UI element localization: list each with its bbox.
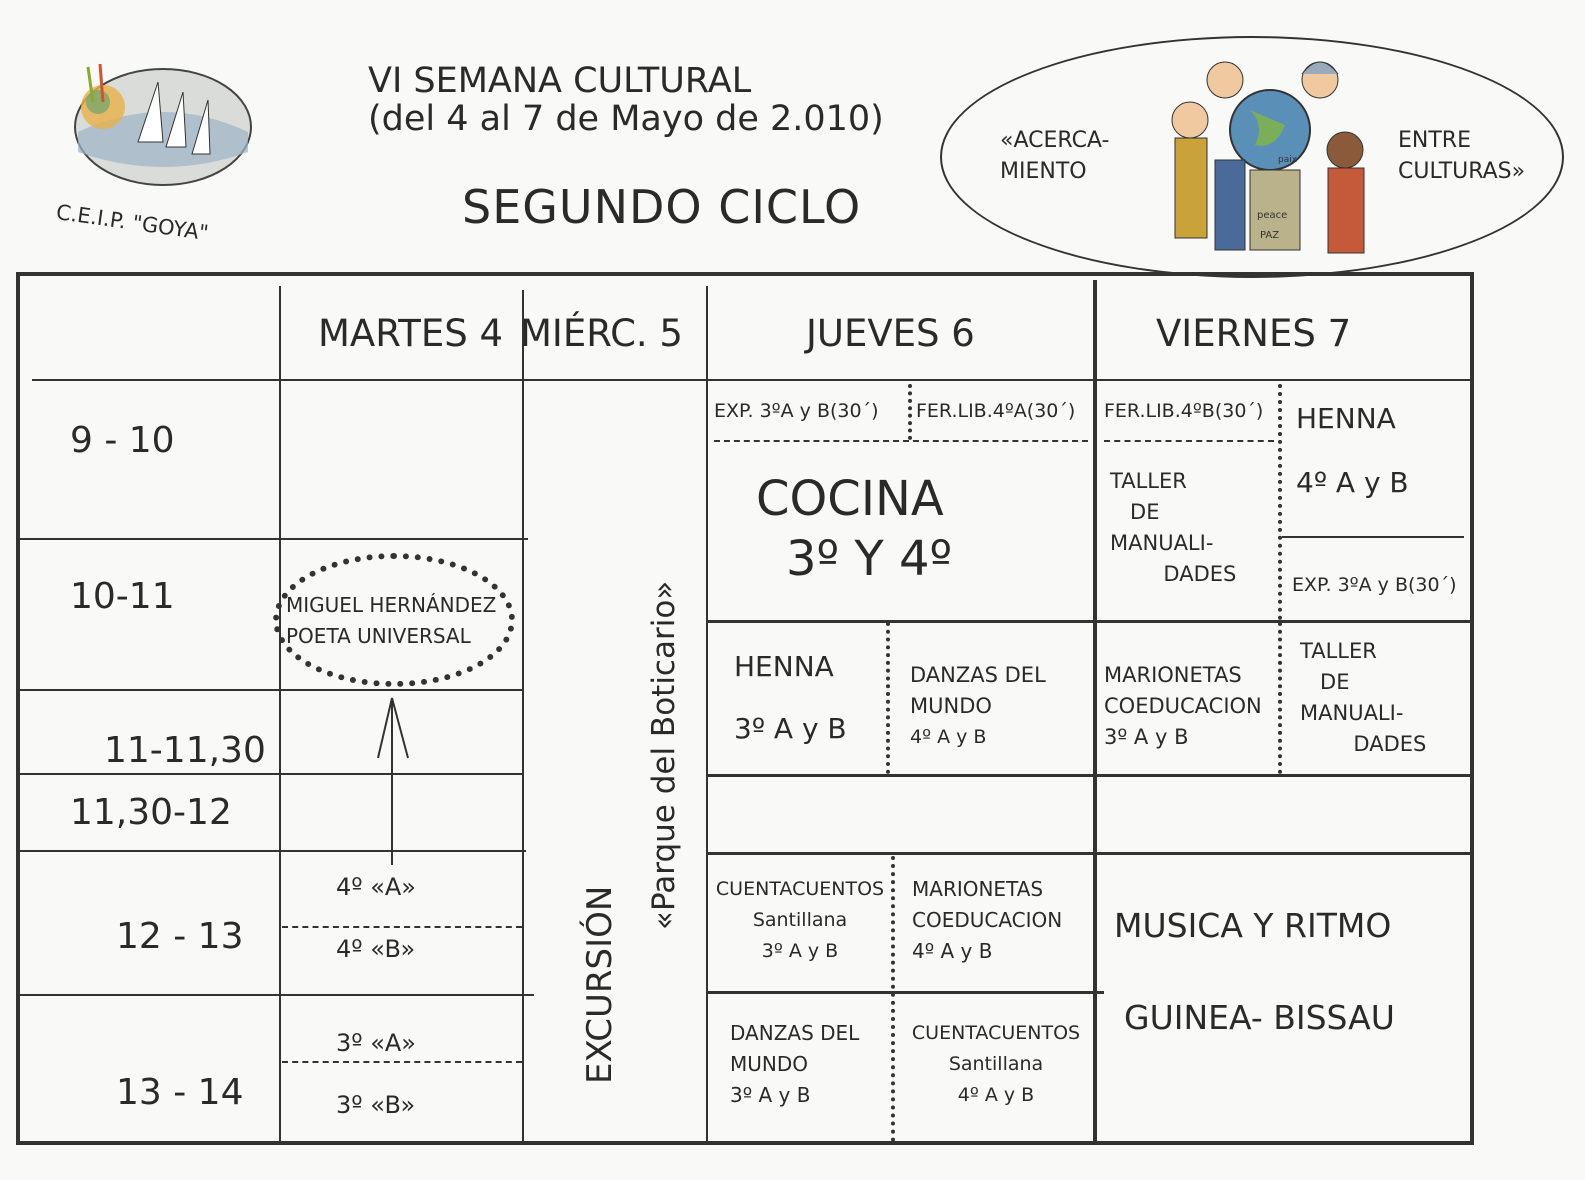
jueves-cuentacuentos: CUENTACUENTOS Santillana 3º A y B — [715, 878, 885, 962]
jueves-11-dots — [886, 622, 890, 774]
time-1130-12: 11,30-12 — [70, 792, 232, 833]
theme-badge-left: «ACERCA- MIENTO — [1000, 128, 1110, 184]
jueves-exp: EXP. 3ºA y B(30´) — [714, 400, 879, 422]
jueves-henna-groups: 3º A y B — [734, 712, 847, 745]
viernes-taller-2: TALLER DE MANUALI- DADES — [1300, 639, 1427, 756]
row-line-viernes-exp — [1282, 536, 1464, 538]
excursion-label: EXCURSIÓN — [580, 885, 620, 1084]
col-line-viernes — [1093, 280, 1097, 1144]
row-line-header — [32, 379, 1470, 381]
martes-12-dash — [282, 926, 522, 928]
event-dates: (del 4 al 7 de Mayo de 2.010) — [368, 99, 884, 139]
book-label-paix: paix — [1278, 155, 1298, 165]
jueves-ferlib: FER.LIB.4ºA(30´) — [916, 400, 1076, 422]
day-martes: MARTES 4 — [318, 312, 504, 355]
jueves-danzas-2: DANZAS DEL MUNDO 3º A y B — [730, 1021, 860, 1107]
row-line-1130-right — [706, 774, 1472, 777]
cycle-title: SEGUNDO CICLO — [462, 180, 862, 234]
jueves-cuentacuentos-2: CUENTACUENTOS Santillana 4º A y B — [911, 1022, 1081, 1106]
jueves-12-dots — [891, 856, 895, 1142]
time-12-13: 12 - 13 — [116, 916, 244, 957]
col-line-miercoles — [522, 290, 524, 1144]
time-11-1130: 11-11,30 — [104, 730, 266, 771]
table-top-border — [16, 272, 1474, 276]
book-label-paz: PAZ — [1260, 230, 1280, 241]
viernes-henna-groups: 4º A y B — [1296, 466, 1409, 499]
row-line-13-jueves — [706, 991, 1104, 994]
theme-badge-right: ENTRE CULTURAS» — [1398, 128, 1526, 184]
martes-13-dash — [282, 1061, 522, 1063]
row-line-1130 — [20, 773, 524, 775]
viernes-henna: HENNA — [1296, 402, 1396, 435]
viernes-musica: MUSICA Y RITMO — [1114, 906, 1392, 945]
jueves-marionetas: MARIONETAS COEDUCACION 4º A y B — [912, 877, 1063, 963]
time-10-11: 10-11 — [70, 576, 175, 617]
group-4b: 4º «B» — [336, 935, 416, 963]
jueves-9-dots — [908, 384, 912, 440]
viernes-exp: EXP. 3ºA y B(30´) — [1292, 574, 1457, 596]
row-line-12 — [20, 850, 526, 852]
viernes-split-dash — [1104, 440, 1274, 442]
table-left-border — [16, 272, 20, 1145]
excursion-place: «Parque del Boticario» — [646, 580, 682, 930]
jueves-henna: HENNA — [734, 650, 834, 683]
cocina-groups: 3º Y 4º — [786, 531, 953, 587]
event-title — [368, 62, 884, 138]
group-3a: 3º «A» — [336, 1029, 416, 1057]
school-name: C.E.I.P. "GOYA" — [54, 200, 210, 246]
group-3b: 3º «B» — [336, 1091, 416, 1119]
row-line-12-right — [706, 852, 1472, 855]
viernes-ferlib: FER.LIB.4ºB(30´) — [1104, 400, 1264, 422]
col-line-martes — [279, 286, 281, 1144]
jueves-split-dash — [714, 440, 1088, 442]
viernes-9-dots — [1278, 384, 1282, 620]
viernes-11-dots — [1278, 622, 1282, 774]
row-line-13 — [20, 994, 534, 996]
viernes-marionetas: MARIONETAS COEDUCACION 3º A y B — [1104, 663, 1262, 749]
viernes-guinea: GUINEA- BISSAU — [1124, 998, 1395, 1037]
book-label-peace: peace — [1257, 210, 1288, 221]
table-bottom-border — [16, 1141, 1474, 1145]
day-viernes: VIERNES 7 — [1156, 312, 1352, 355]
col-line-jueves — [706, 286, 708, 1144]
viernes-taller: TALLER DE MANUALI- DADES — [1110, 469, 1237, 586]
arrow-up-icon — [370, 690, 420, 870]
time-13-14: 13 - 14 — [116, 1072, 244, 1113]
day-miercoles: MIÉRC. 5 — [520, 312, 683, 355]
row-line-11-right — [706, 620, 1472, 623]
row-line-11 — [20, 689, 524, 691]
jueves-danzas-groups: 4º A y B — [910, 726, 987, 748]
jueves-danzas: DANZAS DEL MUNDO — [910, 663, 1046, 718]
group-4a: 4º «A» — [336, 873, 416, 901]
cocina-title: COCINA — [756, 471, 944, 527]
table-right-border — [1470, 272, 1474, 1145]
time-9-10: 9 - 10 — [70, 420, 175, 461]
event-title-line1: VI SEMANA CULTURAL — [368, 61, 752, 101]
row-line-10 — [20, 538, 528, 540]
activity-poet: MIGUEL HERNÁNDEZ POETA UNIVERSAL — [286, 593, 497, 648]
children-globe-illustration — [1160, 50, 1380, 269]
school-logo — [68, 62, 258, 196]
day-jueves: JUEVES 6 — [806, 312, 975, 355]
